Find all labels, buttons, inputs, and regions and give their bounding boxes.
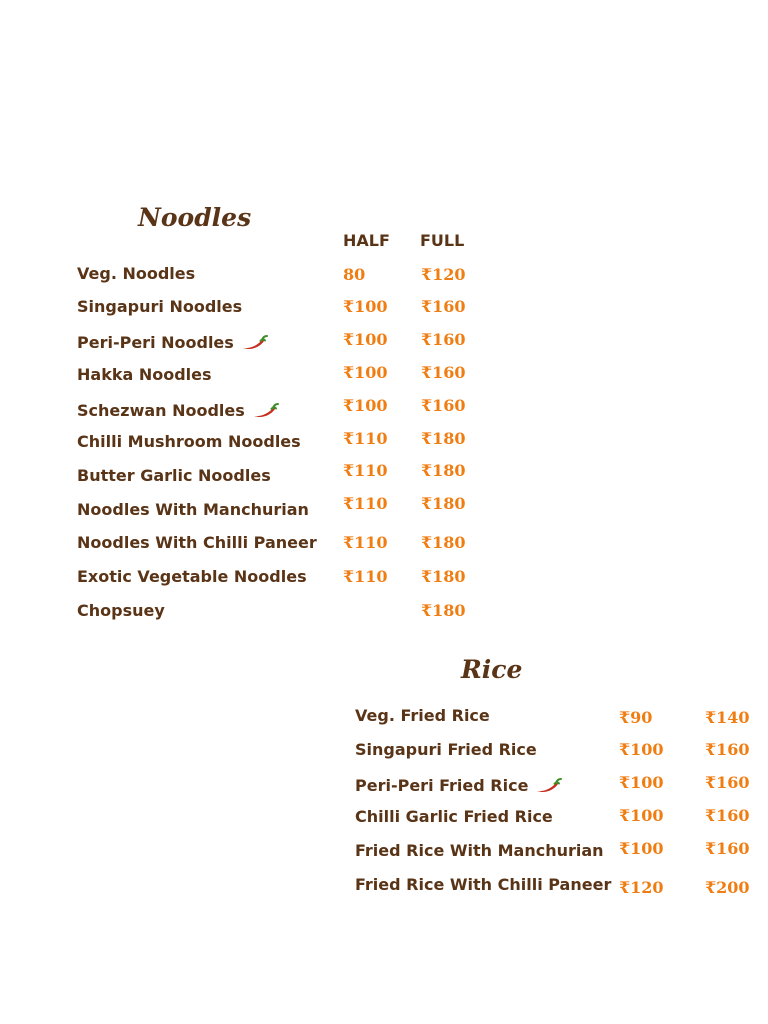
noodle-item-label: Noodles With Chilli Paneer — [77, 533, 317, 552]
noodle-item-label: Schezwan Noodles — [77, 401, 245, 420]
rice-full-price: ₹160 — [705, 773, 750, 792]
chili-pepper-icon — [534, 776, 562, 794]
noodle-full-price: ₹180 — [421, 461, 466, 480]
noodle-item-label: Chilli Mushroom Noodles — [77, 432, 301, 451]
half-column-header: HALF — [343, 231, 390, 250]
rice-item-label: Veg. Fried Rice — [355, 706, 490, 725]
rice-item-name — [355, 877, 611, 893]
rice-item-label: Fried Rice With Manchurian — [355, 841, 604, 860]
noodle-item-name — [77, 468, 271, 484]
rice-half-price: ₹90 — [619, 708, 653, 727]
noodle-item-name — [77, 266, 195, 282]
rice-half-price: ₹100 — [619, 839, 664, 858]
noodle-half-price: ₹110 — [343, 429, 388, 448]
rice-item-label: Fried Rice With Chilli Paneer — [355, 875, 612, 894]
rice-half-price: ₹100 — [619, 773, 664, 792]
noodle-half-price: ₹100 — [343, 396, 388, 415]
full-column-header: FULL — [420, 231, 465, 250]
rice-item-name — [355, 776, 562, 794]
noodle-item-name — [77, 333, 268, 351]
rice-half-price: ₹100 — [619, 740, 664, 759]
noodle-item-label: Chopsuey — [77, 601, 165, 620]
rice-item-label: Peri-Peri Fried Rice — [355, 776, 529, 795]
chili-pepper-icon — [240, 333, 268, 351]
rice-full-price: ₹140 — [705, 708, 750, 727]
noodle-item-name — [77, 299, 242, 315]
noodle-item-name — [77, 401, 279, 419]
rice-full-price: ₹160 — [705, 740, 750, 759]
rice-full-price: ₹160 — [705, 839, 750, 858]
noodle-item-name — [77, 434, 301, 450]
rice-item-name — [355, 843, 604, 859]
noodle-half-price: ₹110 — [343, 567, 388, 586]
noodle-half-price: ₹100 — [343, 330, 388, 349]
rice-half-price: ₹100 — [619, 806, 664, 825]
noodle-full-price: ₹180 — [421, 533, 466, 552]
rice-item-label: Singapuri Fried Rice — [355, 740, 537, 759]
rice-item-name — [355, 742, 537, 758]
rice-full-price: ₹160 — [705, 806, 750, 825]
noodle-half-price: 80 — [343, 265, 366, 284]
noodle-item-label: Hakka Noodles — [77, 365, 212, 384]
noodle-item-label: Butter Garlic Noodles — [77, 466, 271, 485]
noodle-full-price: ₹160 — [421, 297, 466, 316]
noodle-half-price: ₹100 — [343, 363, 388, 382]
noodle-item-label: Exotic Vegetable Noodles — [77, 567, 307, 586]
noodle-item-label: Noodles With Manchurian — [77, 500, 309, 519]
noodle-item-label: Peri-Peri Noodles — [77, 333, 234, 352]
rice-title: Rice — [461, 655, 523, 684]
rice-full-price: ₹200 — [705, 878, 750, 897]
noodle-half-price: ₹110 — [343, 461, 388, 480]
noodle-half-price: ₹110 — [343, 533, 388, 552]
noodle-item-name — [77, 502, 309, 518]
noodle-full-price: ₹160 — [421, 396, 466, 415]
noodle-item-name — [77, 569, 307, 585]
noodle-half-price: ₹110 — [343, 494, 388, 513]
noodle-full-price: ₹180 — [421, 567, 466, 586]
noodle-item-name — [77, 367, 212, 383]
noodles-title: Noodles — [138, 203, 252, 232]
noodle-item-label: Veg. Noodles — [77, 264, 196, 283]
rice-item-name — [355, 809, 553, 825]
rice-half-price: ₹120 — [619, 878, 664, 897]
noodle-full-price: ₹180 — [421, 601, 466, 620]
noodle-full-price: ₹120 — [421, 265, 466, 284]
noodle-full-price: ₹180 — [421, 494, 466, 513]
noodle-item-label: Singapuri Noodles — [77, 297, 243, 316]
rice-item-name — [355, 708, 490, 724]
noodle-half-price: ₹100 — [343, 297, 388, 316]
chili-pepper-icon — [251, 401, 279, 419]
noodle-item-name — [77, 535, 317, 551]
noodle-full-price: ₹160 — [421, 330, 466, 349]
noodle-item-name — [77, 603, 165, 619]
noodle-full-price: ₹180 — [421, 429, 466, 448]
rice-item-label: Chilli Garlic Fried Rice — [355, 807, 553, 826]
noodle-full-price: ₹160 — [421, 363, 466, 382]
